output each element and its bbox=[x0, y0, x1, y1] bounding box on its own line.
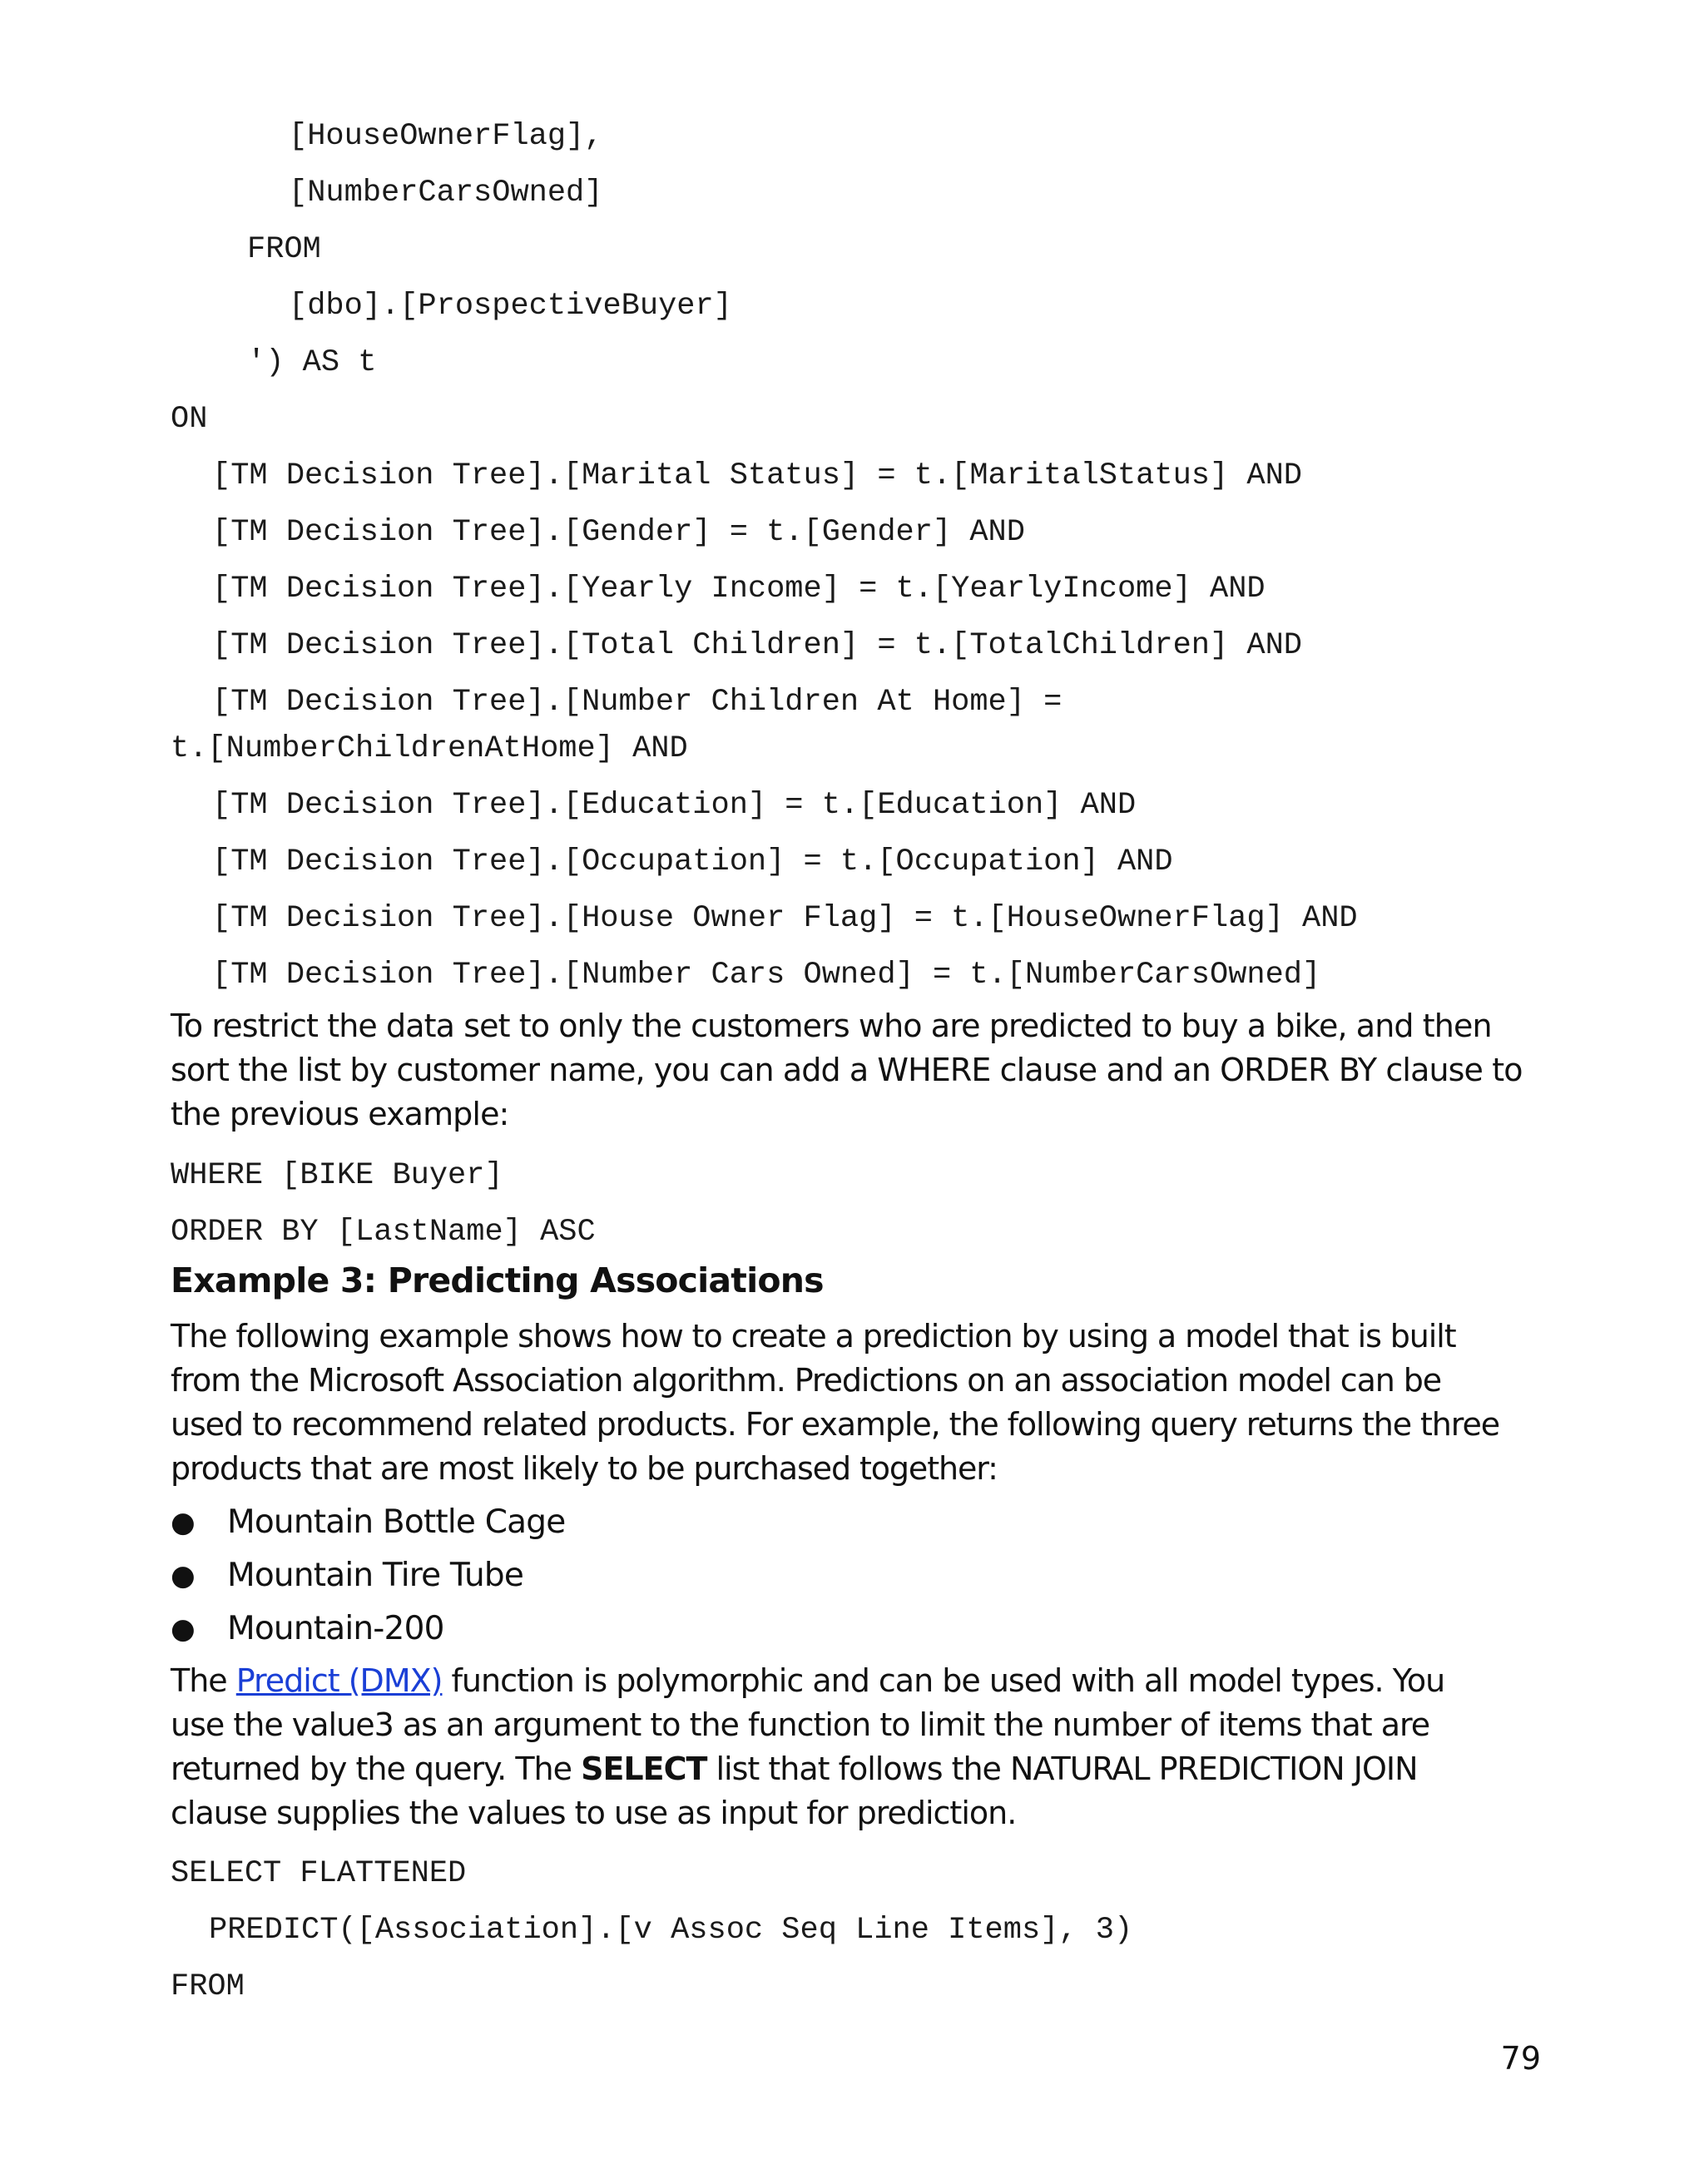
code-line: [HouseOwnerFlag], bbox=[289, 119, 603, 154]
code-line: [TM Decision Tree].[Number Cars Owned] = t.[NumberCarsOwned] bbox=[212, 958, 1321, 993]
list-item-label: Mountain Tire Tube bbox=[227, 1557, 524, 1594]
code-line: [TM Decision Tree].[Yearly Income] = t.[YearlyIncome] AND bbox=[212, 572, 1266, 607]
code-line: [TM Decision Tree].[Number Children At Home] = bbox=[212, 685, 1063, 720]
text-run: returned by the query. The bbox=[171, 1751, 582, 1787]
code-line: SELECT FLATTENED bbox=[171, 1856, 467, 1891]
bold-keyword: SELECT bbox=[581, 1751, 707, 1787]
paragraph-line: from the Microsoft Association algorithm. Predictions on an association model can be bbox=[171, 1362, 1442, 1399]
paragraph-line: use the value3 as an argument to the function to limit the number of items that are bbox=[171, 1706, 1430, 1743]
bullet-icon: ● bbox=[171, 1612, 195, 1646]
paragraph-line: used to recommend related products. For example, the following query returns the three bbox=[171, 1406, 1500, 1443]
text-run: function is polymorphic and can be used with all model types. You bbox=[442, 1662, 1445, 1699]
code-line: PREDICT([Association].[v Assoc Seq Line Items], 3) bbox=[209, 1913, 1133, 1948]
code-line: t.[NumberChildrenAtHome] AND bbox=[171, 731, 688, 766]
page-number: 79 bbox=[1500, 2040, 1541, 2077]
code-line: ON bbox=[171, 402, 208, 437]
paragraph-predict bbox=[171, 1659, 1552, 1835]
code-line: ') AS t bbox=[247, 345, 377, 380]
paragraph-line: clause supplies the values to use as input for prediction. bbox=[171, 1795, 1017, 1831]
paragraph-line bbox=[171, 1659, 1552, 1703]
paragraph-restrict bbox=[171, 1004, 1552, 1137]
code-orderby: ORDER BY [LastName] ASC bbox=[171, 1215, 596, 1250]
predict-dmx-link[interactable]: Predict (DMX) bbox=[235, 1662, 443, 1699]
list-item-label: Mountain Bottle Cage bbox=[227, 1503, 566, 1541]
paragraph-line bbox=[171, 1747, 1552, 1791]
code-line: FROM bbox=[171, 1969, 245, 2004]
paragraph-line: The following example shows how to create a prediction by using a model that is built bbox=[171, 1318, 1456, 1354]
code-line: [NumberCarsOwned] bbox=[289, 176, 603, 210]
code-line: [TM Decision Tree].[Marital Status] = t.[MaritalStatus] AND bbox=[212, 458, 1303, 493]
bullet-icon: ● bbox=[171, 1559, 195, 1592]
text-run: The bbox=[171, 1662, 236, 1699]
section-heading: Example 3: Predicting Associations bbox=[171, 1260, 824, 1300]
bullet-icon: ● bbox=[171, 1506, 195, 1539]
text-run: list that follows the NATURAL PREDICTION JOIN bbox=[706, 1751, 1418, 1787]
code-line: [TM Decision Tree].[Total Children] = t.[TotalChildren] AND bbox=[212, 628, 1303, 663]
paragraph-line: To restrict the data set to only the customers who are predicted to buy a bike, and then bbox=[171, 1008, 1492, 1044]
code-line: [TM Decision Tree].[Education] = t.[Education] AND bbox=[212, 788, 1137, 823]
paragraph-association bbox=[171, 1315, 1552, 1491]
code-line: [dbo].[ProspectiveBuyer] bbox=[289, 289, 732, 324]
list-item bbox=[171, 1549, 565, 1602]
list-item bbox=[171, 1602, 565, 1656]
list-item bbox=[171, 1496, 565, 1549]
product-list bbox=[171, 1496, 565, 1656]
code-line: [TM Decision Tree].[Gender] = t.[Gender] AND bbox=[212, 515, 1025, 550]
code-where: WHERE [BIKE Buyer] bbox=[171, 1158, 503, 1193]
list-item-label: Mountain-200 bbox=[227, 1610, 444, 1647]
paragraph-line: products that are most likely to be purchased together: bbox=[171, 1450, 998, 1487]
code-line: [TM Decision Tree].[Occupation] = t.[Occupation] AND bbox=[212, 844, 1173, 879]
code-line: [TM Decision Tree].[House Owner Flag] = t.[HouseOwnerFlag] AND bbox=[212, 901, 1358, 936]
paragraph-line: sort the list by customer name, you can add a WHERE clause and an ORDER BY clause to bbox=[171, 1052, 1523, 1088]
code-line: FROM bbox=[247, 232, 321, 267]
paragraph-line: the previous example: bbox=[171, 1096, 509, 1132]
